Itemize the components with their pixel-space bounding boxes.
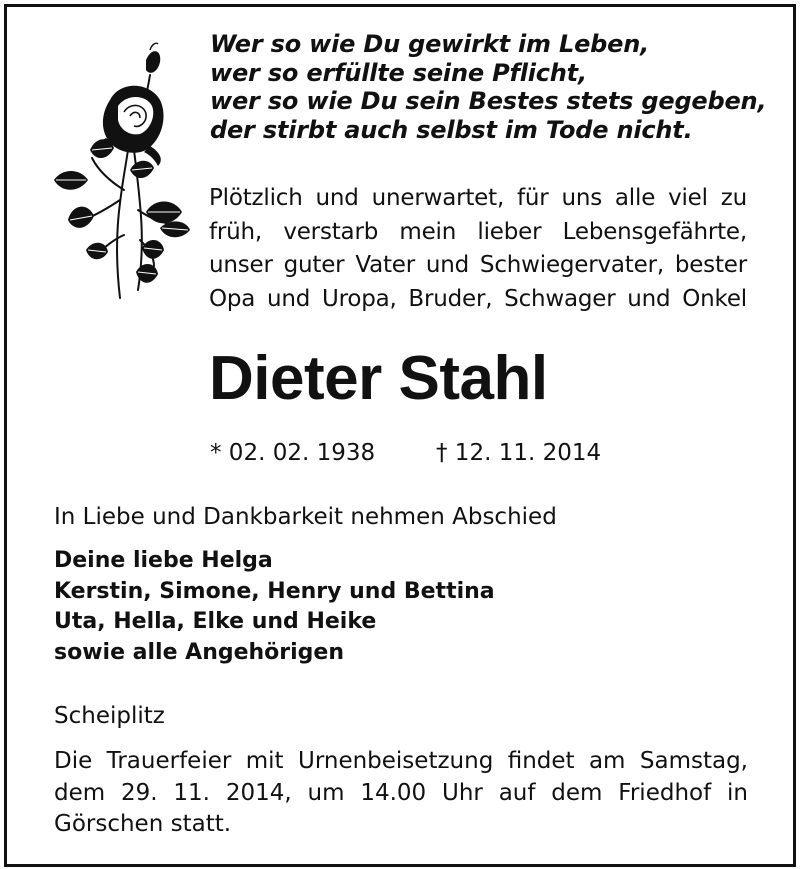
intro-line: Opa und Uropa, Bruder, Schwager und Onkel <box>209 285 747 312</box>
poem-line: wer so erfüllte seine Pflicht, <box>210 58 587 87</box>
farewell-line: In Liebe und Dankbarkeit nehmen Abschied <box>54 504 557 530</box>
poem-line: Wer so wie Du gewirkt im Leben, <box>210 30 650 58</box>
rose-icon <box>50 40 195 302</box>
intro-line: unser guter Vater und Schwiegervater, bester <box>209 252 747 278</box>
intro-line: Plötzlich und unerwartet, für uns alle viel zu <box>209 185 747 211</box>
mourner-entry: Deine liebe Helga <box>54 548 273 573</box>
funeral-service-info <box>54 746 748 841</box>
service-line: dem 29. 11. 2014, um 14.00 Uhr auf dem Friedhof in <box>54 779 748 806</box>
mourner-entry: Uta, Hella, Elke und Heike <box>54 609 377 634</box>
memorial-poem <box>210 30 766 144</box>
mourner-entry: Kerstin, Simone, Henry und Bettina <box>54 578 495 604</box>
service-line: Die Trauerfeier mit Urnenbeisetzung findet am Samstag, <box>54 748 748 774</box>
intro-line: früh, verstarb mein lieber Lebensgefährte, <box>209 218 747 245</box>
poem-line: wer so wie Du sein Bestes stets gegeben, <box>210 87 767 115</box>
mourners-list <box>54 546 495 668</box>
service-line: Görschen statt. <box>54 811 232 837</box>
deceased-name: Dieter Stahl <box>209 344 548 413</box>
death-date: † 12. 11. 2014 <box>436 440 602 466</box>
birth-date: * 02. 02. 1938 <box>210 440 376 466</box>
mourner-entry: sowie alle Angehörigen <box>54 639 345 665</box>
poem-line: der stirbt auch selbst im Tode nicht. <box>210 115 693 144</box>
death-announcement-text <box>209 182 747 316</box>
place-name: Scheiplitz <box>54 703 165 729</box>
